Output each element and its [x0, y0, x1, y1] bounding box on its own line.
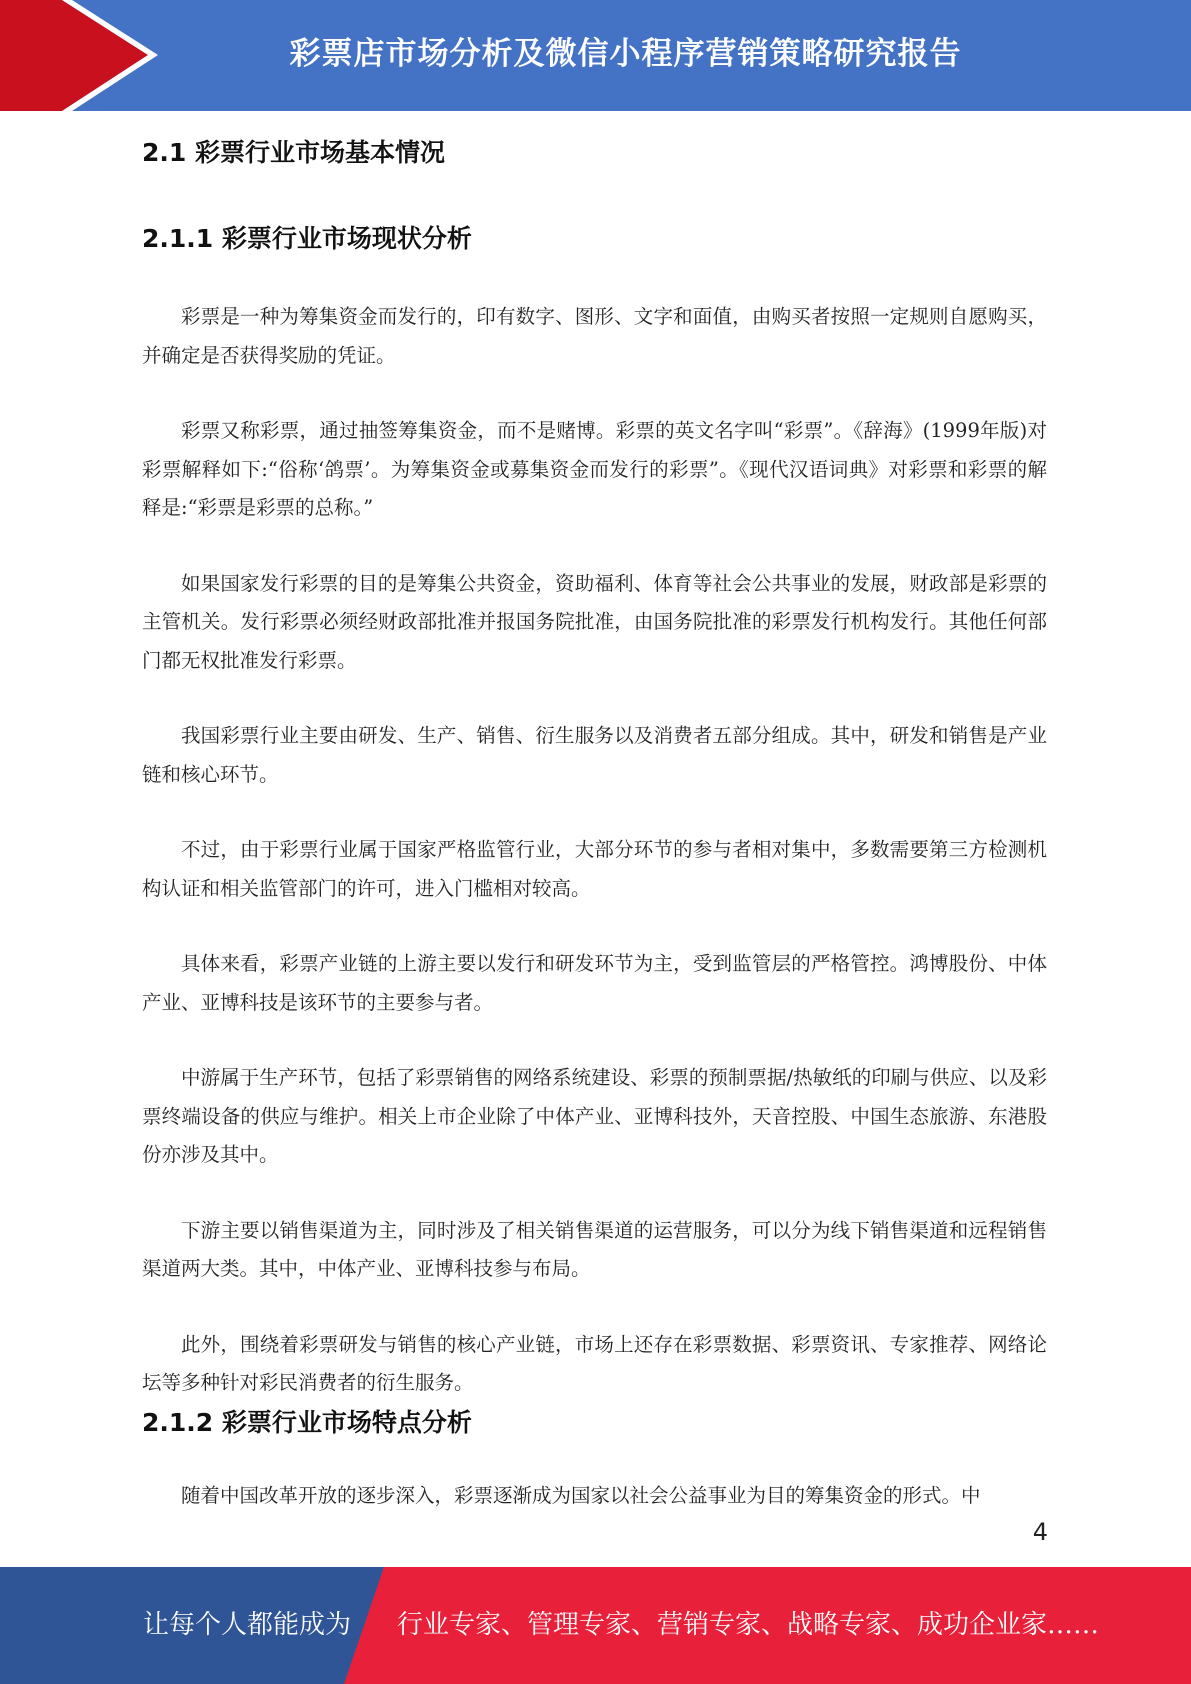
paragraph: 随着中国改革开放的逐步深入，彩票逐渐成为国家以社会公益事业为目的筹集资金的形式。中: [181, 1483, 981, 1507]
paragraph: 彩票又称彩票，通过抽签筹集资金，而不是赌博。彩票的英文名字叫“彩票”。《辞海》(1999年版)对彩票解释如下:“俗称‘鸽票’。为筹集资金或募集资金而发行的彩票”。《现代汉语词典》对彩票和彩票的解释是:“彩票是彩票的总称。”: [142, 419, 1047, 519]
section-heading-2-1-1: 2.1.1 彩票行业市场现状分析: [142, 224, 472, 253]
paragraph: 此外，围绕着彩票研发与销售的核心产业链，市场上还存在彩票数据、彩票资讯、专家推荐、网络论坛等多种针对彩民消费者的衍生服务。: [142, 1332, 1047, 1394]
paragraph: 如果国家发行彩票的目的是筹集公共资金，资助福利、体育等社会公共事业的发展，财政部是彩票的主管机关。发行彩票必须经财政部批准并报国务院批准，由国务院批准的彩票发行机构发行。其他任何部门都无权批准发行彩票。: [142, 571, 1047, 672]
paragraph: 下游主要以销售渠道为主，同时涉及了相关销售渠道的运营服务，可以分为线下销售渠道和远程销售渠道两大类。其中，中体产业、亚博科技参与布局。: [142, 1218, 1047, 1280]
footer-slogan-left: 让每个人都能成为: [143, 1610, 352, 1640]
section-heading-2-1: 2.1 彩票行业市场基本情况: [142, 138, 445, 167]
paragraph: 我国彩票行业主要由研发、生产、销售、衍生服务以及消费者五部分组成。其中，研发和销售是产业链和核心环节。: [142, 724, 1047, 786]
report-title: 彩票店市场分析及微信小程序营销策略研究报告: [289, 36, 962, 72]
paragraph: 彩票是一种为筹集资金而发行的，印有数字、图形、文字和面值，由购买者按照一定规则自愿购买，并确定是否获得奖励的凭证。: [142, 305, 1047, 367]
footer-slogan-right: 行业专家、管理专家、营销专家、战略专家、成功企业家……: [397, 1610, 1100, 1640]
page-number: 4: [1032, 1518, 1048, 1546]
page-header: [0, 0, 1191, 111]
paragraph: 不过，由于彩票行业属于国家严格监管行业，大部分环节的参与者相对集中，多数需要第三方检测机构认证和相关监管部门的许可，进入门槛相对较高。: [142, 838, 1047, 900]
paragraph: 具体来看，彩票产业链的上游主要以发行和研发环节为主，受到监管层的严格管控。鸿博股份、中体产业、亚博科技是该环节的主要参与者。: [142, 952, 1047, 1014]
page-footer: [0, 1567, 1191, 1684]
paragraph: 中游属于生产环节，包括了彩票销售的网络系统建设、彩票的预制票据/热敏纸的印刷与供应、以及彩票终端设备的供应与维护。相关上市企业除了中体产业、亚博科技外，天音控股、中国生态旅游、东港股份亦涉及其中。: [142, 1066, 1047, 1166]
page-content: [142, 130, 1047, 1515]
section-heading-2-1-2: 2.1.2 彩票行业市场特点分析: [142, 1407, 472, 1437]
